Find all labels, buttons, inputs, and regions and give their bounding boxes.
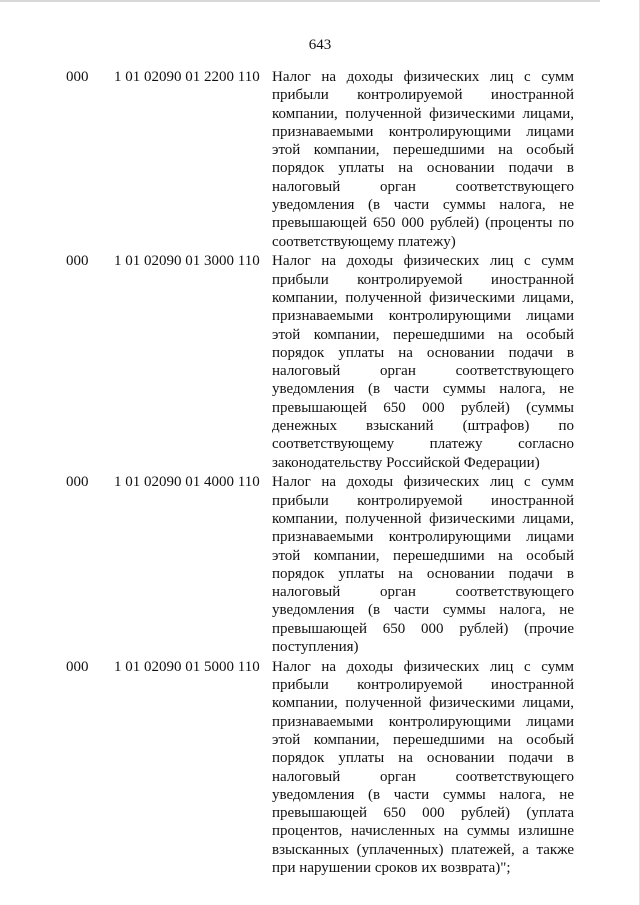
description-line: поступления) bbox=[272, 639, 359, 656]
description-line: признаваемыми контролирующими лицами bbox=[272, 713, 574, 730]
admin-code: 000 bbox=[66, 69, 89, 85]
description-line: порядок уплаты на основании подачи в bbox=[272, 750, 574, 767]
description-line: налоговый орган соответствующего bbox=[272, 768, 574, 785]
description-line: законодательству Российской Федерации) bbox=[272, 454, 540, 471]
budget-classification-code: 1 01 02090 01 3000 110 bbox=[114, 253, 260, 270]
description-line: этой компании, перешедшими на особый bbox=[272, 142, 574, 159]
description-line: превышающей 650 000 рублей) (уплата bbox=[272, 805, 574, 822]
description-line: взысканных (уплаченных) платежей, а также bbox=[272, 841, 574, 858]
description-line: уведомления (в части суммы налога, не bbox=[272, 197, 574, 214]
description-line: Налог на доходы физических лиц с сумм bbox=[272, 253, 574, 270]
description-line: превышающей 650 000 рублей) (прочие bbox=[272, 620, 574, 637]
description-line: уведомления (в части суммы налога, не bbox=[272, 602, 574, 619]
description-line: компании, полученной физическими лицами, bbox=[272, 289, 574, 306]
description-line: денежных взысканий (штрафов) по bbox=[272, 418, 574, 435]
description-line: прибыли контролируемой иностранной bbox=[272, 492, 574, 509]
description-line: этой компании, перешедшими на особый bbox=[272, 731, 574, 748]
admin-code: 000 bbox=[66, 253, 89, 270]
description-line: Налог на доходы физических лиц с сумм bbox=[272, 474, 574, 491]
description-line: соответствующему платежу согласно bbox=[272, 436, 574, 453]
description-line: налоговый орган соответствующего bbox=[272, 363, 574, 380]
description-line: порядок уплаты на основании подачи в bbox=[272, 344, 574, 361]
description-line: порядок уплаты на основании подачи в bbox=[272, 565, 574, 582]
description-line: при нарушении сроков их возврата)"; bbox=[272, 860, 511, 877]
description-line: налоговый орган соответствующего bbox=[272, 178, 574, 195]
description-line: превышающей 650 000 рублей) (проценты по bbox=[272, 215, 574, 232]
description-line: компании, полученной физическими лицами, bbox=[272, 105, 574, 122]
admin-code: 000 bbox=[66, 658, 89, 675]
scan-top-edge bbox=[0, 0, 600, 2]
description-line: признаваемыми контролирующими лицами bbox=[272, 123, 574, 140]
budget-classification-code: 1 01 02090 01 2200 110 bbox=[114, 69, 260, 85]
income-description bbox=[272, 658, 574, 878]
budget-classification-code: 1 01 02090 01 4000 110 bbox=[114, 474, 260, 491]
table-row bbox=[0, 252, 640, 473]
income-description bbox=[272, 473, 574, 656]
description-line: Налог на доходы физических лиц с сумм bbox=[272, 658, 574, 675]
description-line: уведомления (в части суммы налога, не bbox=[272, 381, 574, 398]
description-line: признаваемыми контролирующими лицами bbox=[272, 529, 574, 546]
description-line: налоговый орган соответствующего bbox=[272, 584, 574, 601]
table-row bbox=[0, 473, 640, 657]
description-line: процентов, начисленных на суммы излишне bbox=[272, 823, 574, 840]
description-line: компании, полученной физическими лицами, bbox=[272, 695, 574, 712]
income-description bbox=[272, 252, 574, 472]
description-line: порядок уплаты на основании подачи в bbox=[272, 160, 574, 177]
table-row bbox=[0, 68, 640, 252]
description-line: этой компании, перешедшими на особый bbox=[272, 547, 574, 564]
description-line: Налог на доходы физических лиц с сумм bbox=[272, 69, 574, 85]
page-number: 643 bbox=[308, 37, 332, 53]
table-row bbox=[0, 658, 640, 879]
description-line: уведомления (в части суммы налога, не bbox=[272, 786, 574, 803]
description-line: прибыли контролируемой иностранной bbox=[272, 271, 574, 288]
description-line: компании, полученной физическими лицами, bbox=[272, 510, 574, 527]
description-line: прибыли контролируемой иностранной bbox=[272, 677, 574, 694]
classification-table bbox=[0, 68, 640, 879]
description-line: прибыли контролируемой иностранной bbox=[272, 87, 574, 104]
budget-classification-code: 1 01 02090 01 5000 110 bbox=[114, 658, 260, 675]
description-line: признаваемыми контролирующими лицами bbox=[272, 308, 574, 325]
admin-code: 000 bbox=[66, 474, 89, 491]
income-description bbox=[272, 68, 574, 251]
description-line: этой компании, перешедшими на особый bbox=[272, 326, 574, 343]
description-line: превышающей 650 000 рублей) (суммы bbox=[272, 399, 574, 416]
description-line: соответствующему платежу) bbox=[272, 233, 456, 250]
